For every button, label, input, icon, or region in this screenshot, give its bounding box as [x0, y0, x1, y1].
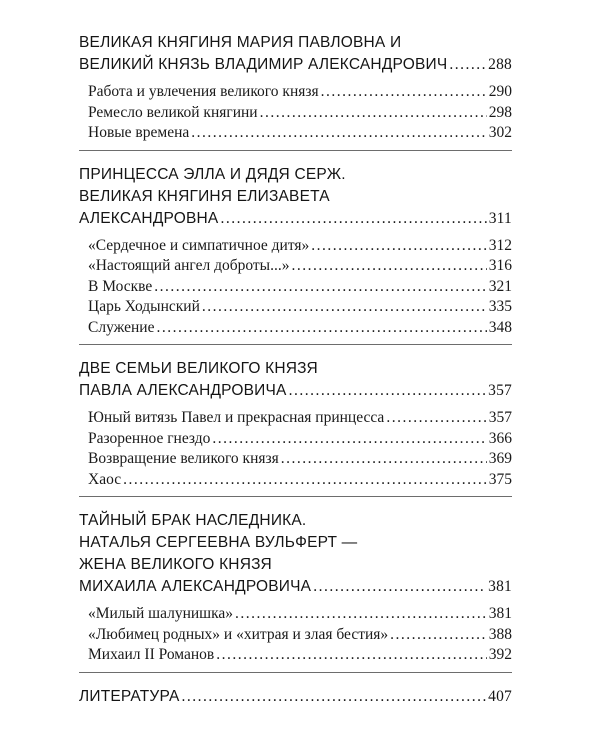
dot-leader: [321, 82, 487, 103]
section-title: АЛЕКСАНДРОВНА: [79, 209, 219, 227]
dot-leader: [154, 277, 486, 298]
page-number: 381: [488, 605, 512, 622]
toc-item-title: Работа и увлечения великого князя: [88, 83, 319, 100]
dot-leader: [313, 576, 486, 598]
dot-leader: [220, 208, 486, 230]
section-title-line: ТАЙНЫЙ БРАК НАСЛЕДНИКА.: [79, 512, 307, 529]
page-number: 288: [488, 56, 512, 73]
page-number: 381: [488, 578, 512, 595]
section-title-entry[interactable]: [79, 576, 512, 598]
section-title-entry[interactable]: [79, 54, 512, 76]
dot-leader: [390, 625, 487, 646]
toc-item[interactable]: [79, 256, 512, 277]
toc-item[interactable]: [79, 236, 512, 257]
page-number: 357: [488, 382, 512, 399]
toc-section: [79, 32, 512, 151]
section-title-entry[interactable]: [79, 686, 512, 708]
toc-item[interactable]: [79, 429, 512, 450]
toc-item[interactable]: [79, 408, 512, 429]
toc-section: [79, 510, 512, 673]
section-title: МИХАИЛА АЛЕКСАНДРОВИЧА: [79, 578, 312, 595]
dot-leader: [182, 686, 487, 708]
toc-item[interactable]: [79, 123, 512, 144]
page-number: 366: [488, 429, 512, 447]
toc-section: [79, 686, 512, 714]
table-of-contents: [79, 32, 512, 727]
toc-item-title: Служение: [88, 318, 155, 336]
dot-leader: [311, 236, 486, 257]
dot-leader: [216, 645, 487, 666]
section-title: ЛИТЕРАТУРА: [79, 687, 180, 705]
dot-leader: [260, 103, 487, 124]
toc-item-title: «Настоящий ангел доброты...»: [88, 257, 290, 274]
toc-item-title: Царь Ходынский: [88, 298, 200, 315]
toc-item[interactable]: [79, 604, 512, 625]
section-title-line: ДВЕ СЕМЬИ ВЕЛИКОГО КНЯЗЯ: [79, 360, 318, 377]
section-title-line: ВЕЛИКАЯ КНЯГИНЯ ЕЛИЗАВЕТА: [79, 187, 330, 205]
toc-item-title: Михаил II Романов: [88, 646, 215, 663]
toc-item[interactable]: [79, 318, 512, 339]
toc-section: [79, 358, 512, 497]
section-title-line: НАТАЛЬЯ СЕРГЕЕВНА ВУЛЬФЕРТ —: [79, 534, 358, 551]
section-title-line: ПРИНЦЕССА ЭЛЛА И ДЯДЯ СЕРЖ.: [79, 165, 346, 183]
toc-item-title: «Милый шалунишка»: [88, 605, 234, 622]
page-number: 357: [488, 409, 512, 426]
page-number: 375: [488, 470, 512, 488]
dot-leader: [202, 297, 487, 318]
section-title-entry[interactable]: [79, 380, 512, 402]
toc-item-title: Ремесло великой княгини: [88, 103, 258, 121]
toc-item-title: Разоренное гнездо: [88, 429, 211, 447]
page-number: 302: [488, 124, 512, 141]
page-number: 312: [488, 236, 512, 254]
toc-item[interactable]: [79, 103, 512, 124]
dot-leader: [449, 54, 486, 76]
toc-item[interactable]: [79, 82, 512, 103]
toc-item-title: В Москве: [88, 277, 153, 295]
dot-leader: [235, 604, 487, 625]
toc-item[interactable]: [79, 625, 512, 646]
toc-item-title: Возвращение великого князя: [88, 450, 279, 467]
toc-item[interactable]: [79, 297, 512, 318]
page-number: 316: [488, 257, 512, 274]
page-number: 392: [488, 646, 512, 663]
page-number: 407: [488, 687, 512, 705]
section-title: ПАВЛА АЛЕКСАНДРОВИЧА: [79, 382, 287, 399]
toc-item-title: «Любимец родных» и «хитрая и злая бестия»: [88, 625, 389, 643]
toc-item-title: «Сердечное и симпатичное дитя»: [88, 236, 310, 254]
dot-leader: [212, 429, 486, 450]
dot-leader: [156, 318, 486, 339]
page-number: 298: [488, 103, 512, 121]
page-number: 311: [488, 209, 512, 227]
dot-leader: [281, 449, 487, 470]
toc-item-title: Юный витязь Павел и прекрасная принцесса: [88, 409, 385, 426]
page-number: 369: [488, 450, 512, 467]
dot-leader: [289, 380, 487, 402]
dot-leader: [191, 123, 487, 144]
page-number: 388: [488, 625, 512, 643]
toc-item[interactable]: [79, 449, 512, 470]
section-title: ВЕЛИКИЙ КНЯЗЬ ВЛАДИМИР АЛЕКСАНДРОВИЧ: [79, 56, 448, 73]
dot-leader: [291, 256, 486, 277]
page-number: 348: [488, 318, 512, 336]
section-title-line: ЖЕНА ВЕЛИКОГО КНЯЗЯ: [79, 556, 272, 573]
toc-item[interactable]: [79, 645, 512, 666]
page-number: 290: [488, 83, 512, 100]
section-title-entry[interactable]: [79, 208, 512, 230]
dot-leader: [123, 470, 487, 491]
toc-item[interactable]: [79, 470, 512, 491]
toc-item[interactable]: [79, 277, 512, 298]
toc-section: [79, 164, 512, 346]
toc-item-title: Новые времена: [88, 124, 190, 141]
page-number: 321: [488, 277, 512, 295]
toc-item-title: Хаос: [88, 470, 122, 488]
dot-leader: [386, 408, 486, 429]
section-title-line: ВЕЛИКАЯ КНЯГИНЯ МАРИЯ ПАВЛОВНА И: [79, 34, 402, 51]
page-number: 335: [488, 298, 512, 315]
